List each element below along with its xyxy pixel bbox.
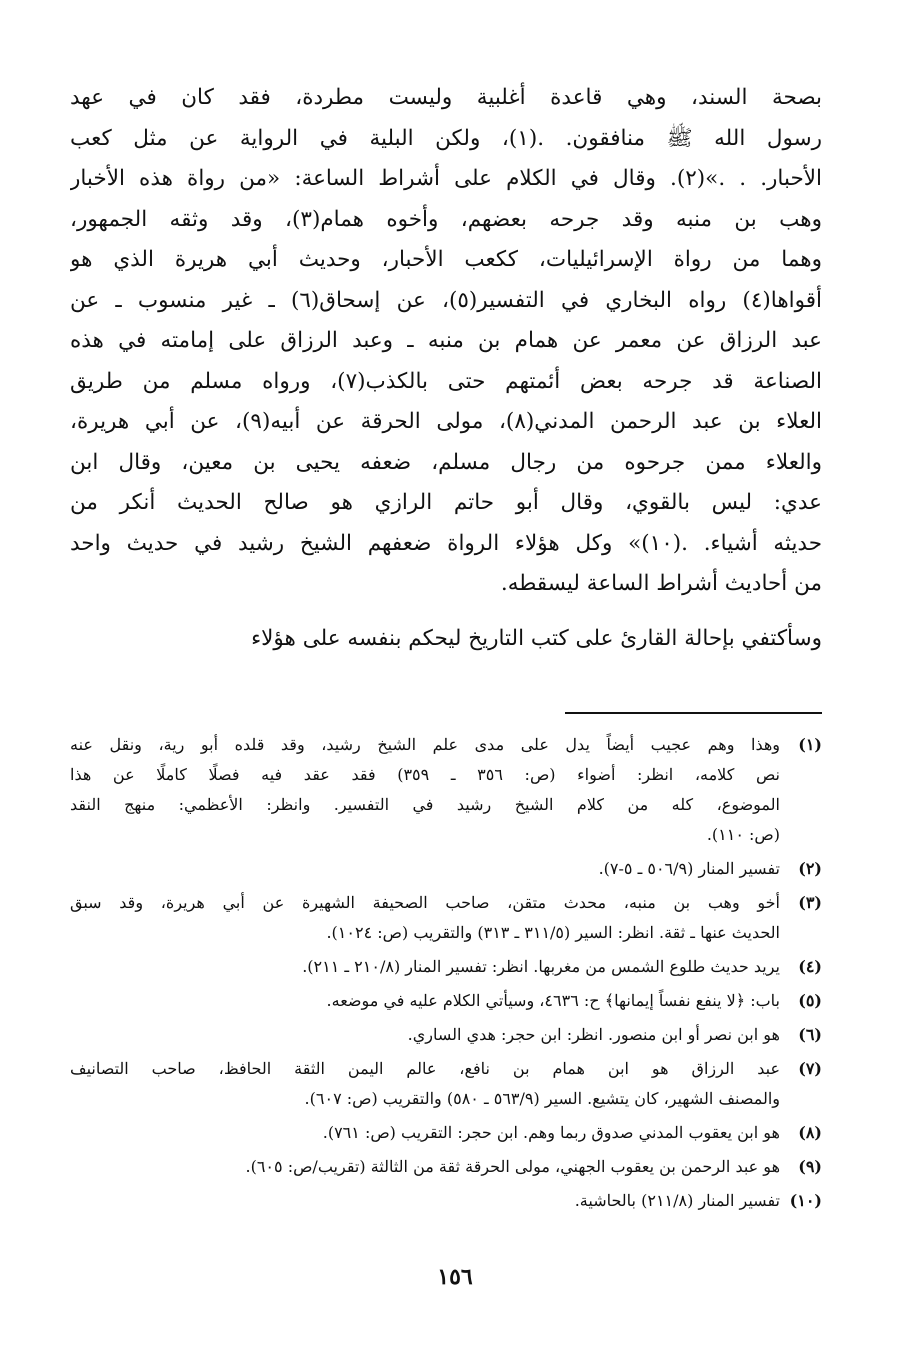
footnote-line: عبد الرزاق هو ابن همام بن نافع، عالم اليمن الثقة الحافظ، صاحب التصانيف xyxy=(70,1059,780,1078)
text-line: العلاء بن عبد الرحمن المدني(٨)، مولى الحرقة عن أبيه(٩)، عن أبي هريرة، xyxy=(70,409,822,434)
footnote-line: والمصنف الشهير، كان يتشيع. السير (٥٦٣/٩ ـ ٥٨٠) والتقريب (ص: ٦٠٧). xyxy=(304,1089,780,1108)
footnote xyxy=(70,1054,822,1114)
footnote-number: (٧) xyxy=(798,1059,822,1078)
footnote-text xyxy=(70,1020,780,1050)
footnote-number: (١) xyxy=(798,735,822,754)
footnote-number: (١٠) xyxy=(789,1191,822,1210)
footnote-number: (٦) xyxy=(798,1025,822,1044)
footnote-number: (٣) xyxy=(798,893,822,912)
text-line: أقواها(٤) رواه البخاري في التفسير(٥)، عن إسحاق(٦) ـ غير منسوب ـ عن xyxy=(70,287,822,313)
text-line: الصناعة قد جرحه بعض أئمتهم حتى بالكذب(٧)، ورواه مسلم من طريق xyxy=(70,368,822,394)
footnote-text xyxy=(70,1152,780,1182)
footnote-text xyxy=(70,1186,780,1216)
footnote-line: هو ابن يعقوب المدني صدوق ربما وهم. ابن حجر: التقريب (ص: ٧٦١). xyxy=(322,1123,780,1142)
footnote-text xyxy=(70,854,780,884)
page-number: ١٥٦ xyxy=(437,1264,473,1290)
text-line: من أحاديث أشراط الساعة ليسقطه. xyxy=(500,571,822,596)
footnote-line: نص كلامه، انظر: أضواء (ص: ٣٥٦ ـ ٣٥٩) فقد عقد فيه فصلًا كاملًا عن هذا xyxy=(70,765,780,784)
main-text xyxy=(70,78,822,659)
text-line: وهما من رواة الإسرائيليات، ككعب الأحبار، وحديث أبي هريرة الذي هو xyxy=(70,247,822,272)
text-line: وسأكتفي بإحالة القارئ على كتب التاريخ ليحكم بنفسه على هؤلاء xyxy=(251,625,822,651)
footnote-number: (٢) xyxy=(798,859,822,878)
footnote-separator xyxy=(565,712,822,714)
footnote-line: الموضوع، كله من كلام الشيخ رشيد في التفسير. وانظر: الأعظمي: منهج النقد xyxy=(70,795,780,814)
text-line: الأحبار. . .»(٢). وقال في الكلام على أشراط الساعة: «من رواة هذه الأخبار xyxy=(70,166,822,191)
text-line: وهب بن منبه وقد جرحه بعضهم، وأخوه همام(٣)، وقد وثقه الجمهور، xyxy=(70,206,822,232)
footnote-line: (ص: ١١٠). xyxy=(706,825,780,844)
footnote-number: (٨) xyxy=(798,1123,822,1142)
paragraph xyxy=(70,78,822,605)
text-line: رسول الله ﷺ منافقون. .(١)، ولكن البلية في الرواية عن مثل كعب xyxy=(70,125,822,151)
footnote xyxy=(70,888,822,948)
footnote-number: (٩) xyxy=(798,1157,822,1176)
footnote-line: الحديث عنها ـ ثقة. انظر: السير (٣١١/٥ ـ ٣١٣) والتقريب (ص: ١٠٢٤). xyxy=(326,923,780,942)
footnote xyxy=(70,730,822,850)
footnote-line: تفسير المنار (٥٠٦/٩ ـ ٥-٧). xyxy=(598,859,780,878)
footnote-text xyxy=(70,1054,780,1114)
footnote-line: أخو وهب بن منبه، محدث متقن، صاحب الصحيفة الشهيرة عن أبي هريرة، وقد سبق xyxy=(70,893,780,912)
footnotes xyxy=(70,730,822,1220)
paragraph xyxy=(70,619,822,660)
text-line: عبد الرزاق عن معمر عن همام بن منبه ـ وعبد الرزاق على إمامته في هذه xyxy=(70,328,822,353)
footnote xyxy=(70,1186,822,1216)
footnote-line: تفسير المنار (٢١١/٨) بالحاشية. xyxy=(574,1191,780,1210)
footnote-line: باب: ﴿لا ينفع نفساً إيمانها﴾ ح: ٤٦٣٦، وسيأتي الكلام عليه في موضعه. xyxy=(326,991,780,1010)
text-line: عدي: ليس بالقوي، وقال أبو حاتم الرازي هو صالح الحديث أنكر من xyxy=(70,490,822,515)
footnote-line: هو ابن نصر أو ابن منصور. انظر: ابن حجر: هدي الساري. xyxy=(407,1025,780,1044)
footnote-text xyxy=(70,952,780,982)
footnote-line: هو عبد الرحمن بن يعقوب الجهني، مولى الحرقة ثقة من الثالثة (تقريب/ص: ٦٠٥). xyxy=(245,1157,780,1176)
footnote xyxy=(70,1020,822,1050)
text-line: بصحة السند، وهي قاعدة أغلبية وليست مطردة، فقد كان في عهد xyxy=(70,85,822,110)
footnote-number: (٤) xyxy=(798,957,822,976)
footnote xyxy=(70,986,822,1016)
footnote xyxy=(70,952,822,982)
footnote-number: (٥) xyxy=(798,991,822,1010)
footnote xyxy=(70,1152,822,1182)
text-line: والعلاء ممن جرحوه من رجال مسلم، ضعفه يحيى بن معين، وقال ابن xyxy=(70,449,822,475)
footnote-line: وهذا وهم عجيب أيضاً يدل على مدى علم الشيخ رشيد، وقد قلده أبو رية، ونقل عنه xyxy=(70,735,780,754)
footnote-text xyxy=(70,888,780,948)
footnote-line: يريد حديث طلوع الشمس من مغربها. انظر: تفسير المنار (٢١٠/٨ ـ ٢١١). xyxy=(302,957,780,976)
footnote-text xyxy=(70,730,780,850)
footnote-text xyxy=(70,1118,780,1148)
footnote xyxy=(70,854,822,884)
footnote xyxy=(70,1118,822,1148)
footnote-text xyxy=(70,986,780,1016)
text-line: حديثه أشياء. .(١٠)» وكل هؤلاء الرواة ضعفهم الشيخ رشيد في حديث واحد xyxy=(70,530,822,556)
